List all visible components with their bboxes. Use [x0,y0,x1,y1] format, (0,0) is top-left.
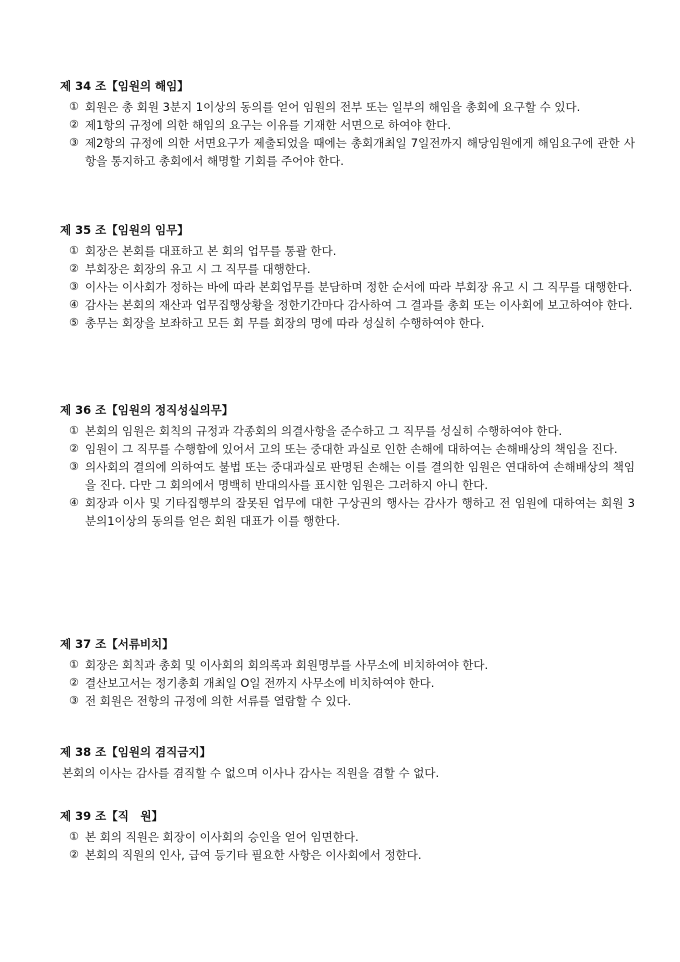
item-number: ③ [69,460,79,473]
list-item [60,656,635,674]
article-36 [60,402,635,530]
item-number: ② [69,848,79,861]
item-text: 감사는 본회의 재산과 업무집행상황을 정한기간마다 감사하여 그 결과를 총회 또는 이사회에 보고하여야 한다. [85,298,633,312]
item-number: ② [69,676,79,689]
item-number: ③ [69,136,79,149]
article-heading: 제 37 조【서류비치】 [60,637,174,651]
item-text: 이사는 이사회가 정하는 바에 따라 본회업무를 분담하며 정한 순서에 따라 부회장 유고 시 그 직무를 대행한다. [85,280,633,294]
item-text: 부회장은 회장의 유고 시 그 직무를 대행한다. [85,262,311,276]
list-item [60,440,635,458]
article-body: 본회의 이사는 감사를 겸직할 수 없으며 이사나 감사는 직원을 겸할 수 없다. [62,766,440,780]
article-34 [60,78,635,170]
item-text: 본 회의 직원은 회장이 이사회의 승인을 얻어 임면한다. [85,830,359,844]
list-item [60,278,635,296]
item-text: 회장은 회칙과 총회 및 이사회의 회의록과 회원명부를 사무소에 비치하여야 한다. [85,658,489,672]
item-number: ③ [69,694,79,707]
list-item [60,494,635,530]
list-item [60,692,635,710]
article-heading: 제 35 조【임원의 임무】 [60,223,189,237]
item-number: ④ [69,496,79,509]
item-number: ① [69,100,79,113]
item-text: 제1항의 규정에 의한 해임의 요구는 이유를 기재한 서면으로 하여야 한다. [85,118,452,132]
item-text: 회원은 총 회원 3분지 1이상의 동의를 얻어 임원의 전부 또는 일부의 해임을 총회에 요구할 수 있다. [85,100,581,114]
item-number: ⑤ [69,316,79,329]
item-text: 제2항의 규정에 의한 서면요구가 제출되었을 때에는 총회개최일 7일전까지 해당임원에게 해임요구에 관한 사항을 통지하고 총회에서 해명할 기회를 주어야 한다. [85,136,635,168]
item-text: 회장은 본회를 대표하고 본 회의 업무를 통괄 한다. [85,244,337,258]
item-number: ④ [69,298,79,311]
item-number: ② [69,262,79,275]
list-item [60,458,635,494]
item-text: 의사회의 결의에 의하여도 불법 또는 중대과실로 판명된 손해는 이를 결의한 임원은 연대하여 손해배상의 책임을 진다. 다만 그 회의에서 명백히 반대의사를 표시한 임원은 그러하지 아니 한다. [85,460,635,492]
list-item [60,314,635,332]
item-number: ③ [69,280,79,293]
item-number: ① [69,830,79,843]
item-number: ① [69,424,79,437]
item-text: 본회의 임원은 회칙의 규정과 각종회의 의결사항을 준수하고 그 직무를 성실히 수행하여야 한다. [85,424,563,438]
article-37 [60,636,635,710]
item-text: 본회의 직원의 인사, 급여 등기타 필요한 사항은 이사회에서 정한다. [85,848,422,862]
item-number: ① [69,244,79,257]
item-text: 임원이 그 직무를 수행함에 있어서 고의 또는 중대한 과실로 인한 손해에 대하여는 손해배상의 책임을 진다. [85,442,618,456]
item-text: 결산보고서는 정기총회 개최일 O일 전까지 사무소에 비치하여야 한다. [85,676,435,690]
item-number: ② [69,442,79,455]
article-38 [60,744,635,782]
item-text: 전 회원은 전항의 규정에 의한 서류를 열람할 수 있다. [85,694,352,708]
article-heading: 제 36 조【임원의 정직성실의무】 [60,403,234,417]
list-item [60,134,635,170]
list-item [60,674,635,692]
article-heading: 제 38 조【임원의 겸직금지】 [60,745,211,759]
list-item [60,296,635,314]
list-item [60,422,635,440]
article-39 [60,808,635,864]
article-35 [60,222,635,332]
article-heading: 제 39 조【직 원】 [60,809,163,823]
item-number: ① [69,658,79,671]
list-item [60,260,635,278]
list-item [60,846,635,864]
list-item [60,98,635,116]
list-item [60,242,635,260]
list-item [60,828,635,846]
item-text: 총무는 회장을 보좌하고 모든 회 무를 회장의 명에 따라 성실히 수행하여야 한다. [85,316,485,330]
list-item [60,116,635,134]
item-number: ② [69,118,79,131]
item-text: 회장과 이사 및 기타집행부의 잘못된 업무에 대한 구상권의 행사는 감사가 행하고 전 임원에 대하여는 회원 3분의1이상의 동의를 얻은 회원 대표가 이를 행한다. [85,496,635,528]
article-heading: 제 34 조【임원의 해임】 [60,79,189,93]
